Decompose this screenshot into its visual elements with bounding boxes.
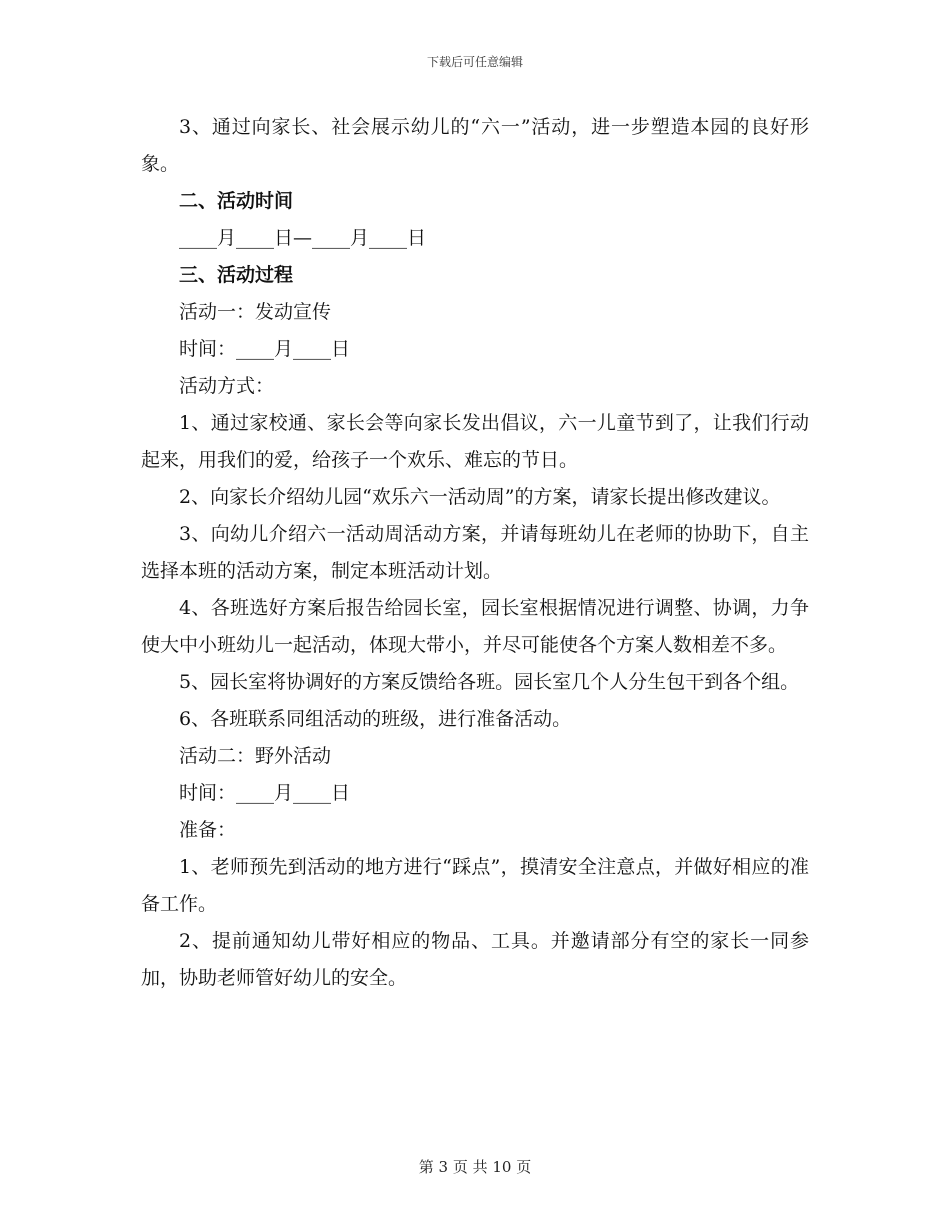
page-header: 下载后可任意编辑 — [426, 55, 523, 69]
activity-one-step-2: 2、向家长介绍幼儿园“欢乐六一活动周”的方案，请家长提出修改建议。 — [179, 486, 781, 508]
paragraph-goal-3: 3、通过向家长、社会展示幼儿的“六一”活动，进一步塑造本园的良好形象。 — [141, 116, 809, 175]
date-range-blank: ____月____日—____月____日 — [179, 227, 427, 249]
activity-two-title: 活动二：野外活动 — [179, 745, 332, 767]
activity-one-step-6: 6、各班联系同组活动的班级，进行准备活动。 — [179, 708, 572, 730]
activity-two-prep-label: 准备： — [179, 819, 237, 841]
document-body — [141, 109, 809, 997]
activity-one-step-3: 3、向幼儿介绍六一活动周活动方案，并请每班幼儿在老师的协助下，自主选择本班的活动方案，制定本班活动计划。 — [141, 523, 809, 582]
section-heading-activity-process: 三、活动过程 — [179, 264, 294, 286]
activity-one-step-5: 5、园长室将协调好的方案反馈给各班。园长室几个人分生包干到各个组。 — [179, 671, 800, 693]
activity-two-time: 时间：____月____日 — [179, 782, 351, 804]
activity-one-step-1: 1、通过家校通、家长会等向家长发出倡议，六一儿童节到了，让我们行动起来，用我们的爱，给孩子一个欢乐、难忘的节日。 — [141, 412, 809, 471]
activity-two-prep-2: 2、提前通知幼儿带好相应的物品、工具。并邀请部分有空的家长一同参加，协助老师管好幼儿的安全。 — [141, 930, 809, 989]
activity-one-title: 活动一：发动宣传 — [179, 301, 332, 323]
activity-one-time: 时间：____月____日 — [179, 338, 351, 360]
activity-one-method-label: 活动方式： — [179, 375, 275, 397]
section-heading-activity-time: 二、活动时间 — [179, 190, 294, 212]
page-number-footer: 第 3 页 共 10 页 — [418, 1158, 532, 1176]
activity-one-step-4: 4、各班选好方案后报告给园长室，园长室根据情况进行调整、协调，力争使大中小班幼儿一起活动，体现大带小，并尽可能使各个方案人数相差不多。 — [141, 597, 809, 656]
activity-two-prep-1: 1、老师预先到活动的地方进行“踩点”，摸清安全注意点，并做好相应的准备工作。 — [141, 856, 809, 915]
